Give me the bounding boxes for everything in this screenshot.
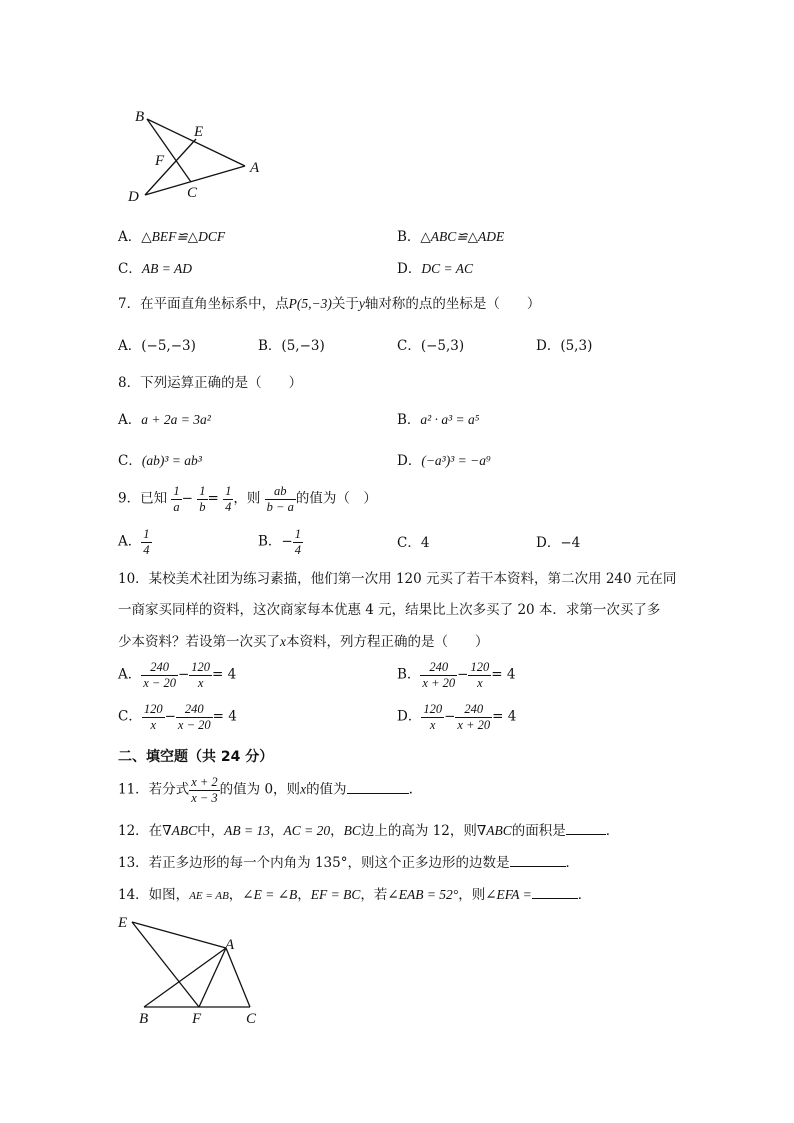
q6-option-d: D．DC = AC	[397, 261, 473, 277]
q8-option-c: C．(ab)³ = ab³	[118, 453, 202, 469]
q10-line-3: 少本资料？若设第一次买了x本资料，列方程正确的是（ ）	[118, 634, 489, 650]
q7-option-b: B．(5,−3)	[258, 338, 325, 354]
q10-option-c: C． $\frac{120}{x}$ − $\frac{240}{x - 20}$ = 4	[118, 702, 237, 732]
label-C: C	[187, 185, 198, 201]
q9-option-a: A． $\frac{1}{4}$	[118, 527, 150, 557]
section-heading-fill-in: 二、填空题（共 24 分）	[118, 749, 274, 765]
answer-blank-14	[532, 886, 578, 899]
label-E: E	[118, 915, 128, 931]
q10-line-1: 10．某校美术社团为练习素描，他们第一次用 120 元买了若干本资料，第二次用 240 元在同	[118, 571, 677, 587]
q11: 11．若分式 $\frac{x + 2}{x - 3}$ 的值为 0，则x的值为 .	[118, 775, 413, 805]
answer-blank-13	[510, 854, 566, 867]
figure-triangles-2	[112, 910, 272, 1028]
q6-option-b: B．△ABC≌△ADE	[397, 229, 505, 245]
q10-option-d: D． $\frac{120}{x}$ − $\frac{240}{x + 20}$ = 4	[397, 702, 517, 732]
label-F: F	[192, 1011, 202, 1027]
label-D: D	[128, 189, 139, 205]
q13: 13．若正多边形的每一个内角为 135°，则这个正多边形的边数是 ．	[118, 855, 579, 871]
q7-option-a: A．(−5,−3)	[118, 338, 196, 354]
q10-option-b: B． $\frac{240}{x + 20}$ − $\frac{120}{x}$ = 4	[397, 660, 516, 690]
q9-stem: 9．已知 $\frac{1}{a}$ − $\frac{1}{b}$ = $\frac{1}{4}$ ，则 $\frac{ab}{b - a}$ 的值为（ ）	[118, 484, 377, 514]
frac-1-over-b: $\frac{1}{b}$	[199, 484, 206, 514]
figure-triangles-1	[120, 105, 280, 205]
frac-ab-over-b-minus-a: $\frac{ab}{b - a}$	[266, 484, 294, 514]
q9-option-c: C．4	[397, 535, 430, 551]
q10-option-a: A． $\frac{240}{x - 20}$ − $\frac{120}{x}$ = 4	[118, 660, 237, 690]
label-E: E	[194, 124, 204, 140]
q9-option-b: B．− $\frac{1}{4}$	[258, 527, 301, 557]
q8-option-b: B．a² · a³ = a⁵	[397, 412, 480, 428]
q10-line-2: 一商家买同样的资料，这次商家每本优惠 4 元，结果比上次多买了 20 本．求第一次买了多	[118, 602, 661, 618]
q8-option-d: D．(−a³)³ = −a⁹	[397, 453, 491, 469]
q7-stem: 7．在平面直角坐标系中，点P(5,−3)关于y轴对称的点的坐标是（ ）	[118, 296, 541, 312]
q6-option-a: A．△BEF≌△DCF	[118, 229, 226, 245]
q12: 12．在∇ABC中，AB = 13，AC = 20，BC边上的高为 12，则∇ABC的面积是 ．	[118, 823, 620, 839]
answer-blank-12	[566, 822, 606, 835]
answer-blank-11	[347, 781, 409, 794]
label-A: A	[250, 160, 260, 176]
label-A: A	[225, 937, 235, 953]
q8-option-a: A．a + 2a = 3a²	[118, 412, 211, 428]
label-F: F	[155, 153, 165, 169]
label-C: C	[246, 1011, 257, 1027]
frac-1-over-4: $\frac{1}{4}$	[225, 484, 232, 514]
label-B: B	[139, 1011, 149, 1027]
q6-option-c: C．AB = AD	[118, 261, 192, 277]
q8-stem: 8．下列运算正确的是（ ）	[118, 375, 303, 391]
q14: 14．如图，AE = AB，∠E = ∠B，EF = BC，若∠EAB = 52°，则∠EFA = ．	[118, 887, 592, 903]
label-B: B	[135, 109, 145, 125]
q7-option-d: D．(5,3)	[536, 338, 593, 354]
q7-option-c: C．(−5,3)	[397, 338, 465, 354]
q9-option-d: D．−4	[536, 535, 581, 551]
frac-1-over-a: $\frac{1}{a}$	[173, 484, 180, 514]
